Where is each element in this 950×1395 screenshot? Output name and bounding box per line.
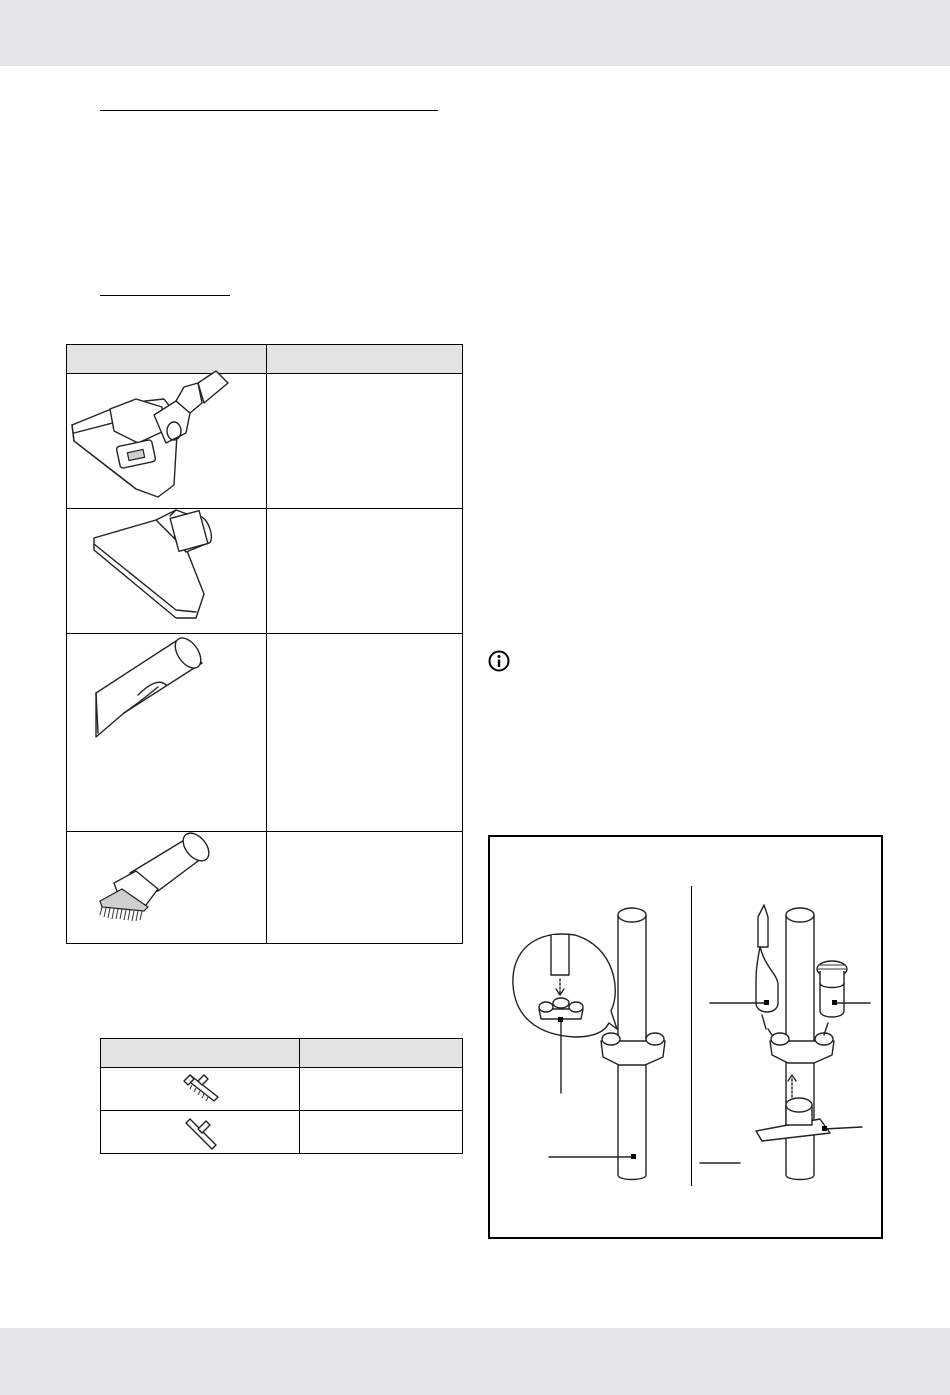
info-circle-icon xyxy=(488,650,510,672)
floor-nozzle-icon xyxy=(66,373,266,503)
upholstery-nozzle-icon xyxy=(66,508,266,633)
section-heading-rule xyxy=(100,110,438,111)
crevice-nozzle-icon xyxy=(66,633,266,831)
brush-retracted-icon xyxy=(182,1115,222,1151)
header-band xyxy=(0,0,950,66)
footer-band xyxy=(0,1328,950,1395)
brush-extended-icon xyxy=(182,1071,222,1107)
subsection-heading-rule xyxy=(100,295,230,296)
clip-attachment-panel xyxy=(505,895,685,1195)
nozzle-storage-panel xyxy=(700,895,880,1195)
dusting-brush-icon xyxy=(66,831,266,944)
